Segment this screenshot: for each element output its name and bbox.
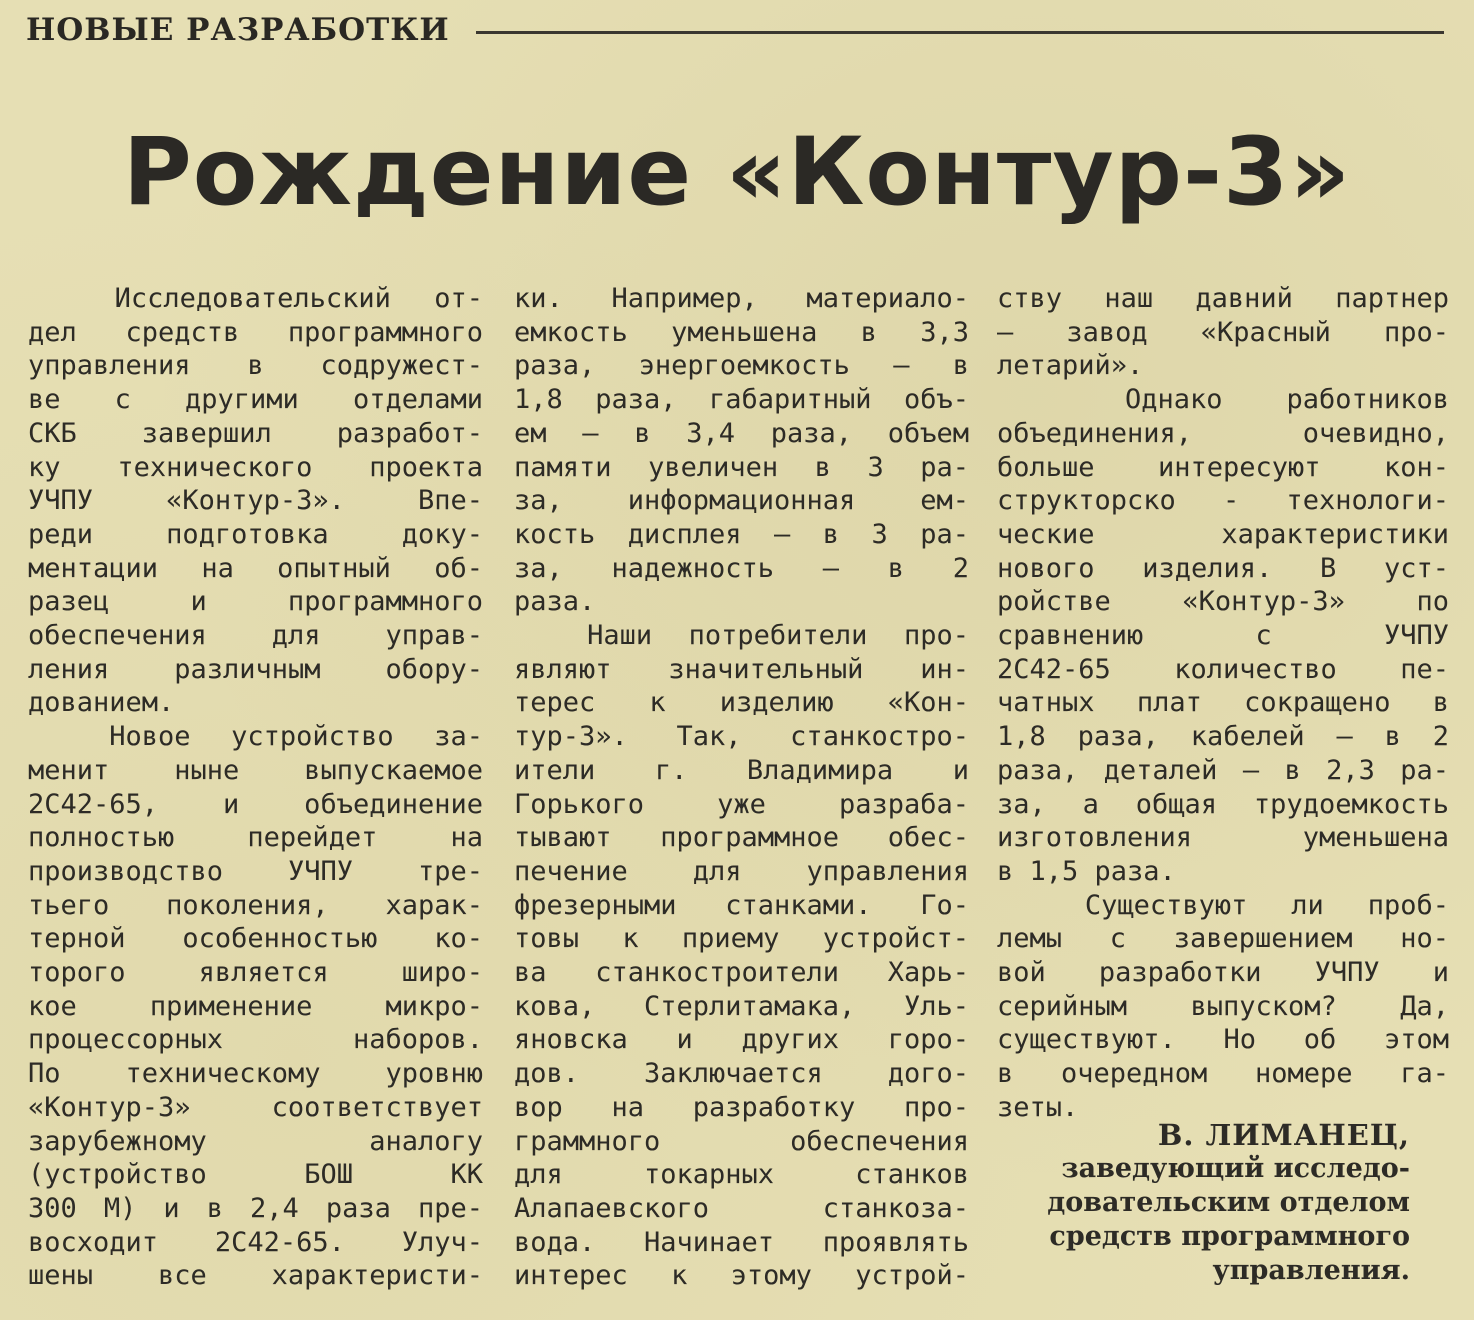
article-text-line: емкость уменьшена в 3,3	[514, 316, 969, 348]
article-text-line: раза, деталей — в 2,3 ра-	[997, 754, 1449, 786]
article-text-line: дел средств программного	[28, 316, 483, 348]
article-text-line: кое применение микро-	[28, 990, 483, 1022]
article-column-3	[997, 282, 1449, 1125]
article-text-line: за, а общая трудоемкость	[997, 788, 1449, 820]
article-text-line: тьего поколения, харак-	[28, 889, 483, 921]
article-text-line: терной особенностью ко-	[28, 923, 483, 955]
article-text-line: процессорных наборов.	[28, 1024, 483, 1056]
article-text-line: ки. Например, материало-	[514, 283, 969, 314]
article-text-line: тур-3». Так, станкостро-	[514, 721, 969, 753]
article-text-line: ве с другими отделами	[28, 384, 483, 416]
article-text-line: управления в содружест-	[28, 350, 483, 382]
article-text-line: ментации на опытный об-	[28, 552, 483, 584]
article-text-line: 2С42-65 количество пе-	[997, 653, 1449, 685]
rubric-row	[26, 10, 1444, 50]
article-headline: Рождение «Контур-3»	[122, 118, 1352, 227]
article-text-line: сравнению с УЧПУ	[997, 620, 1449, 652]
article-text-line: обеспечения для управ-	[28, 620, 483, 652]
article-text-line: ления различным обору-	[28, 653, 483, 685]
article-text-line: (устройство БОШ КК	[28, 1159, 483, 1191]
article-text-line: торого является широ-	[28, 957, 483, 989]
article-text-line: нового изделия. В уст-	[997, 552, 1449, 584]
article-text-line: вор на разработку про-	[514, 1091, 969, 1123]
article-text-line: менит ныне выпускаемое	[28, 754, 483, 786]
article-text-line: терес к изделию «Кон-	[514, 687, 969, 719]
article-text-line: дов. Заключается дого-	[514, 1058, 969, 1090]
article-text-line: изготовления уменьшена	[997, 822, 1449, 854]
article-text-line: за, информационная ем-	[514, 485, 969, 517]
article-text-line: печение для управления	[514, 855, 969, 887]
article-text-line: дованием.	[28, 687, 175, 719]
article-text-line: 2С42-65, и объединение	[28, 788, 483, 820]
article-text-line: товы к приему устройст-	[514, 923, 969, 955]
article-text-line: летарий».	[997, 350, 1144, 382]
article-text-line: производство УЧПУ тре-	[28, 855, 483, 887]
article-text-line: ители г. Владимира и	[514, 754, 969, 786]
article-text-line: Однако работников	[997, 384, 1449, 416]
article-text-line: объединения, очевидно,	[997, 417, 1449, 449]
article-text-line: вода. Начинает проявлять	[514, 1226, 969, 1258]
article-text-line: СКБ завершил разработ-	[28, 417, 483, 449]
article-text-line: 1,8 раза, кабелей — в 2	[997, 721, 1449, 753]
article-text-line: памяти увеличен в 3 ра-	[514, 451, 969, 483]
article-text-line: серийным выпуском? Да,	[997, 990, 1449, 1022]
article-text-line: кова, Стерлитамака, Уль-	[514, 990, 969, 1022]
author-role-line: заведующий исследо-	[1061, 1153, 1410, 1184]
article-text-line: Новое устройство за-	[28, 721, 483, 753]
article-text-line: шены все характеристи-	[28, 1260, 483, 1292]
article-text-line: УЧПУ «Контур-3». Впе-	[28, 485, 483, 517]
author-role-line: довательским отделом	[1047, 1187, 1410, 1218]
rubric-divider	[476, 31, 1444, 34]
article-text-line: чатных плат сокращено в	[997, 687, 1449, 719]
article-text-line: ройстве «Контур-3» по	[997, 586, 1449, 618]
author-signature	[1047, 1118, 1410, 1288]
article-text-line: в 1,5 раза.	[997, 855, 1176, 887]
article-text-line: ству наш давний партнер	[997, 283, 1449, 314]
article-text-line: зеты.	[997, 1091, 1079, 1123]
article-text-line: Исследовательский от-	[28, 283, 483, 314]
article-text-line: ческие характеристики	[997, 518, 1449, 550]
article-text-line: структорско - технологи-	[997, 485, 1449, 517]
article-text-line: тывают программное обес-	[514, 822, 969, 854]
article-text-line: ем — в 3,4 раза, объем	[514, 417, 969, 449]
article-text-line: для токарных станков	[514, 1159, 969, 1191]
article-text-line: полностью перейдет на	[28, 822, 483, 854]
article-column-2	[514, 282, 969, 1293]
rubric-label: НОВЫЕ РАЗРАБОТКИ	[26, 12, 450, 48]
article-text-line: граммного обеспечения	[514, 1125, 969, 1157]
article-text-line: кость дисплея — в 3 ра-	[514, 518, 969, 550]
article-text-line: восходит 2С42-65. Улуч-	[28, 1226, 483, 1258]
article-text-line: — завод «Красный про-	[997, 316, 1449, 348]
article-text-line: раза.	[514, 586, 596, 618]
article-text-line: интерес к этому устрой-	[514, 1260, 969, 1292]
article-text-line: вой разработки УЧПУ и	[997, 957, 1449, 989]
author-name: В. ЛИМАНЕЦ,	[1157, 1118, 1410, 1152]
article-text-line: ку технического проекта	[28, 451, 483, 483]
article-text-line: лемы с завершением но-	[997, 923, 1449, 955]
article-text-line: ва станкостроители Харь-	[514, 957, 969, 989]
article-column-1	[28, 282, 483, 1293]
article-text-line: за, надежность — в 2	[514, 552, 969, 584]
article-text-line: в очередном номере га-	[997, 1058, 1449, 1090]
article-text-line: Горького уже разраба-	[514, 788, 969, 820]
author-role-line: управления.	[1212, 1255, 1410, 1286]
article-text-line: «Контур-3» соответствует	[28, 1091, 483, 1123]
article-text-line: Алапаевского станкоза-	[514, 1192, 969, 1224]
article-text-line: являют значительный ин-	[514, 653, 969, 685]
article-text-line: Наши потребители про-	[514, 620, 969, 652]
article-text-line: Существуют ли проб-	[997, 889, 1449, 921]
author-role-line: средств программного	[1049, 1221, 1410, 1252]
article-text-line: По техническому уровню	[28, 1058, 483, 1090]
article-text-line: разец и программного	[28, 586, 483, 618]
article-text-line: раза, энергоемкость — в	[514, 350, 969, 382]
article-text-line: больше интересуют кон-	[997, 451, 1449, 483]
article-text-line: существуют. Но об этом	[997, 1024, 1449, 1056]
article-text-line: реди подготовка доку-	[28, 518, 483, 550]
article-text-line: зарубежному аналогу	[28, 1125, 483, 1157]
article-text-line: 1,8 раза, габаритный объ-	[514, 384, 969, 416]
article-text-line: яновска и других горо-	[514, 1024, 969, 1056]
article-text-line: 300 М) и в 2,4 раза пре-	[28, 1192, 483, 1224]
article-text-line: фрезерными станками. Го-	[514, 889, 969, 921]
